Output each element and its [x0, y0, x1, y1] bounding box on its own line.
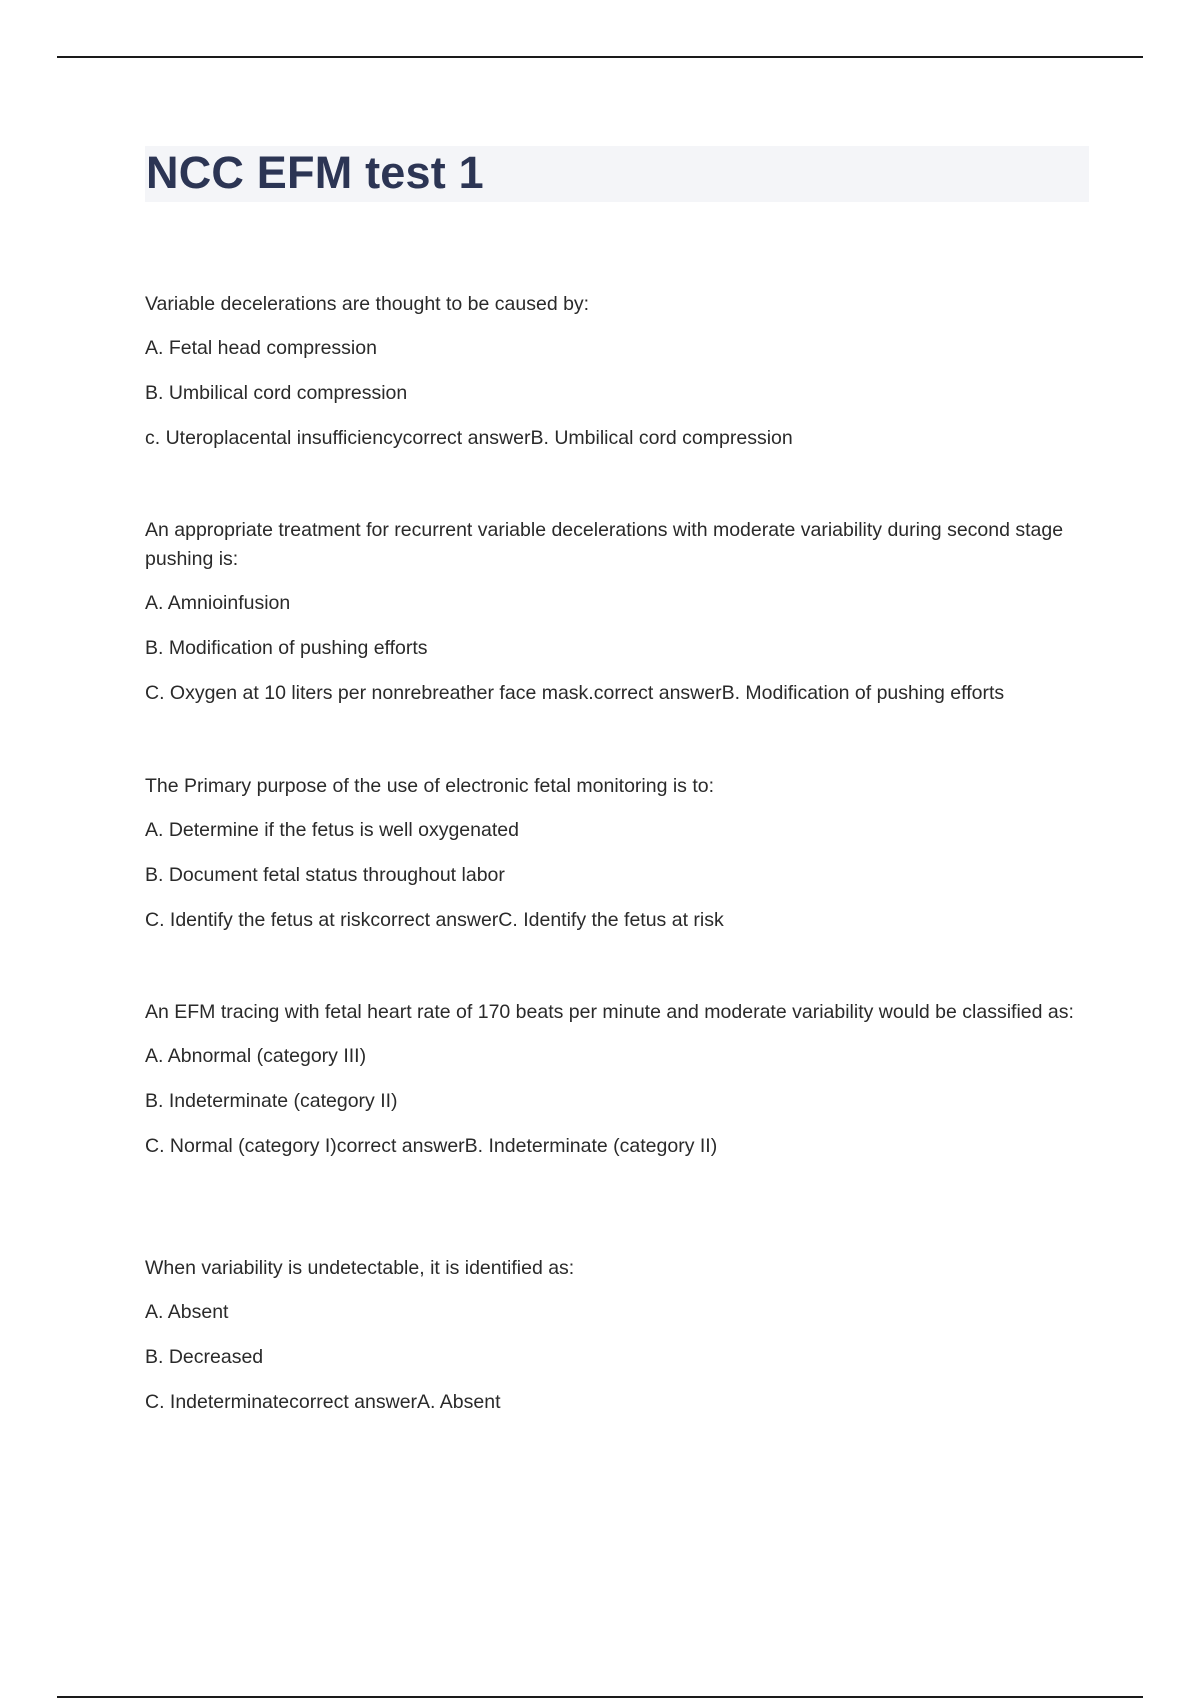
- option-c-with-answer: C. Oxygen at 10 liters per nonrebreather face mask.correct answerB. Modification of pushing efforts: [145, 682, 1005, 704]
- option-a: A. Fetal head compression: [145, 337, 377, 359]
- question-5: [145, 1254, 1089, 1480]
- question-text: When variability is undetectable, it is identified as:: [145, 1257, 575, 1279]
- question-1: [145, 290, 1089, 516]
- question-3: [145, 772, 1089, 998]
- question-2: [145, 516, 1089, 772]
- bottom-rule: [57, 1696, 1143, 1698]
- option-a: A. Determine if the fetus is well oxygenated: [145, 819, 519, 841]
- option-b: B. Decreased: [145, 1346, 264, 1368]
- question-text: Variable decelerations are thought to be caused by:: [145, 293, 590, 315]
- option-c-with-answer: C. Identify the fetus at riskcorrect answerC. Identify the fetus at risk: [145, 909, 724, 931]
- question-text: An EFM tracing with fetal heart rate of 170 beats per minute and moderate variability would be classified as:: [145, 1001, 1074, 1023]
- option-a: A. Amnioinfusion: [145, 592, 291, 614]
- option-b: B. Indeterminate (category II): [145, 1090, 398, 1112]
- option-b: B. Document fetal status throughout labor: [145, 864, 505, 886]
- question-text: The Primary purpose of the use of electronic fetal monitoring is to:: [145, 775, 715, 797]
- option-c-with-answer: c. Uteroplacental insufficiencycorrect answerB. Umbilical cord compression: [145, 427, 793, 449]
- question-text: An appropriate treatment for recurrent variable decelerations with moderate variability during second stage pushing is:: [145, 519, 1064, 570]
- option-b: B. Modification of pushing efforts: [145, 637, 428, 659]
- top-rule: [57, 56, 1143, 58]
- question-list: [145, 290, 1089, 1480]
- option-c-with-answer: C. Indeterminatecorrect answerA. Absent: [145, 1391, 501, 1413]
- option-b: B. Umbilical cord compression: [145, 382, 408, 404]
- option-a: A. Absent: [145, 1301, 229, 1323]
- page-title: NCC EFM test 1: [146, 147, 484, 198]
- option-c-with-answer: C. Normal (category I)correct answerB. Indeterminate (category II): [145, 1135, 718, 1157]
- question-4: [145, 998, 1089, 1254]
- option-a: A. Abnormal (category III): [145, 1045, 367, 1067]
